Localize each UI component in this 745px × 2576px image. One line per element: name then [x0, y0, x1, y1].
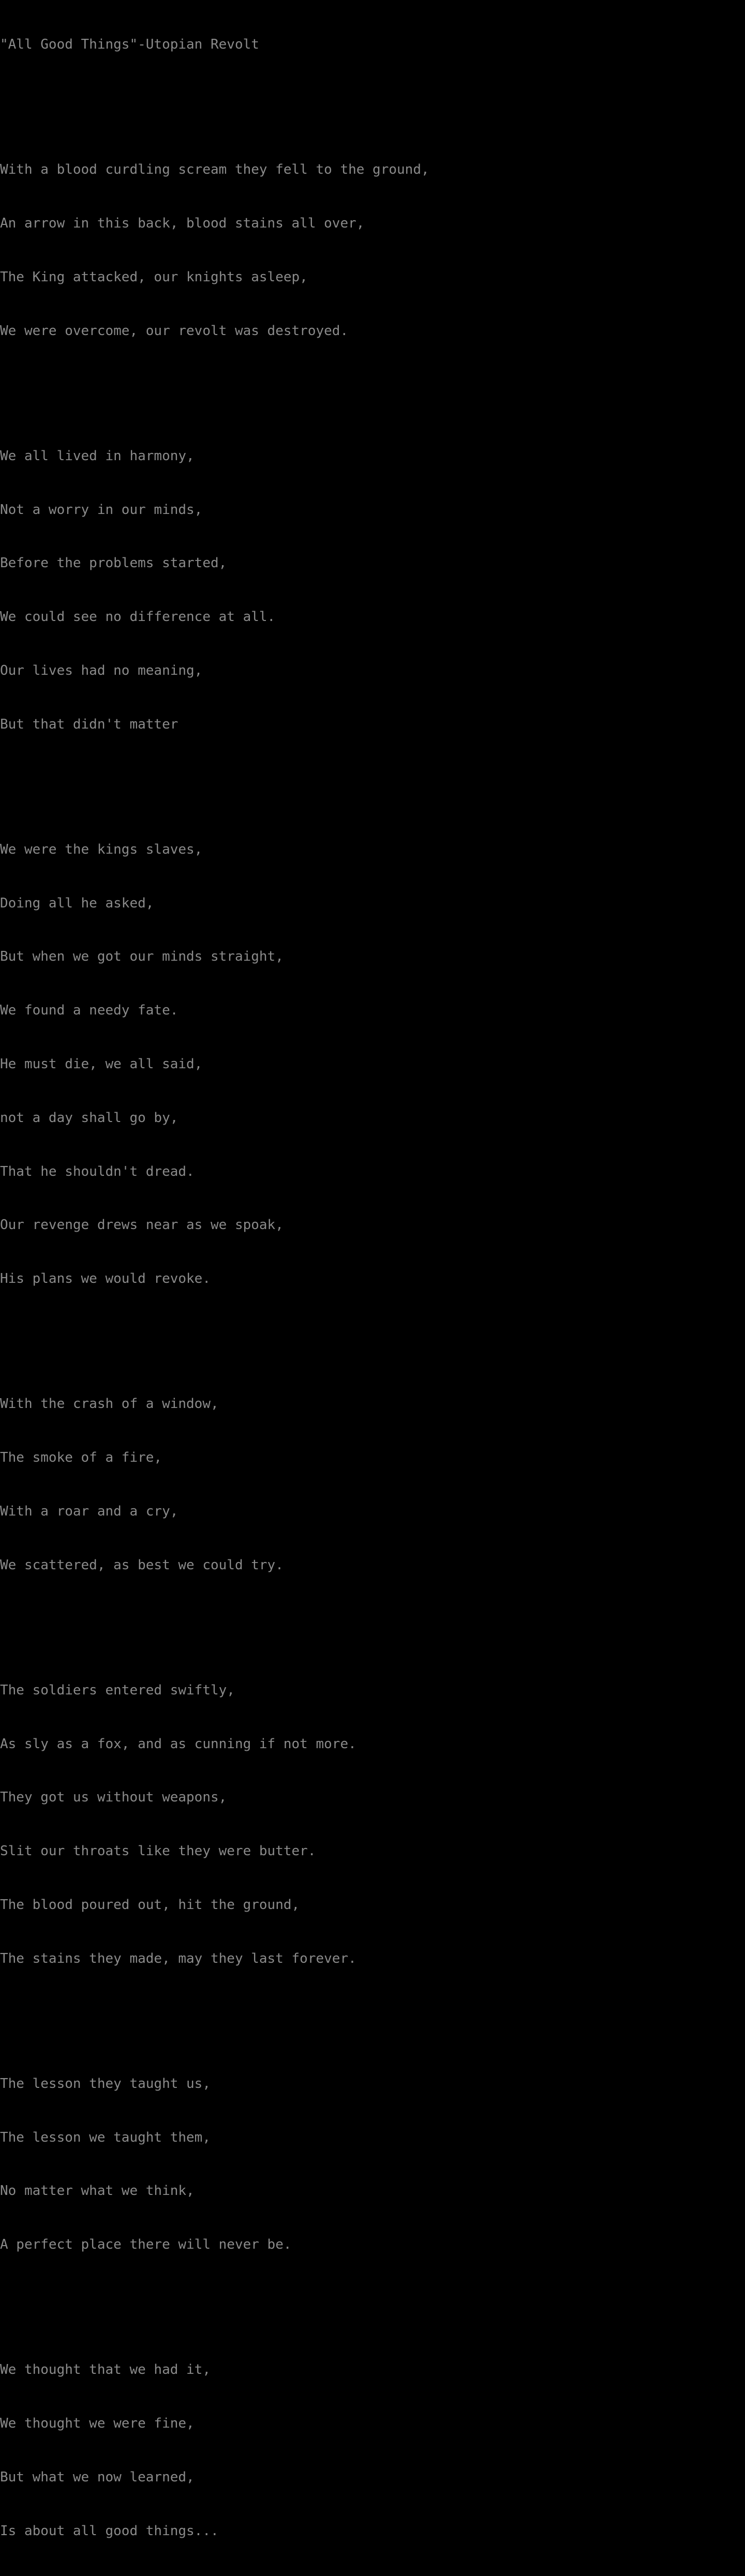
poem-line: An arrow in this back, blood stains all over,	[0, 216, 365, 232]
blank-line	[0, 89, 600, 108]
poem-line: No matter what we think,	[0, 2183, 195, 2199]
poem-line: But when we got our minds straight,	[0, 949, 284, 965]
poem-line: not a day shall go by,	[0, 1110, 178, 1126]
poem-line: Not a worry in our minds,	[0, 502, 203, 518]
poem-line: Our lives had no meaning,	[0, 662, 203, 678]
blank-line	[0, 1324, 600, 1342]
poem-line: We scattered, as best we could try.	[0, 1557, 284, 1573]
poem-line: The soldiers entered swiftly,	[0, 1682, 235, 1698]
poem-line: Doing all he asked,	[0, 895, 154, 911]
poem-line: Is about all good things...	[0, 2523, 219, 2539]
poem-line: The stains they made, may they last forever.	[0, 1950, 356, 1966]
poem-line: As sly as a fox, and as cunning if not more.	[0, 1736, 356, 1752]
poem-line: We all lived in harmony,	[0, 448, 195, 464]
poem-line: We thought we were fine,	[0, 2416, 195, 2432]
poem-line: He must die, we all said,	[0, 1056, 203, 1072]
poem-line: Our revenge drews near as we spoak,	[0, 1217, 284, 1233]
poem-line: That he shouldn't dread.	[0, 1163, 195, 1179]
poem-line: With a roar and a cry,	[0, 1503, 178, 1519]
blank-line	[0, 1610, 600, 1628]
poem-line: The King attacked, our knights asleep,	[0, 269, 308, 285]
poem-line: Slit our throats like they were butter.	[0, 1843, 316, 1859]
poem-line: The lesson they taught us,	[0, 2075, 211, 2092]
poem-line: A perfect place there will never be.	[0, 2237, 292, 2253]
poem-line: We could see no difference at all.	[0, 609, 276, 625]
poem-line: They got us without weapons,	[0, 1790, 227, 1806]
poem-line: We were the kings slaves,	[0, 841, 203, 857]
poem-line: With a blood curdling scream they fell to the ground,	[0, 162, 429, 178]
poem-line: We were overcome, our revolt was destroyed.	[0, 323, 349, 339]
poem-line: The lesson we taught them,	[0, 2129, 211, 2145]
blank-line	[0, 2004, 600, 2022]
poem-line: But that didn't matter	[0, 716, 178, 732]
poem-title: "All Good Things"-Utopian Revolt	[0, 37, 259, 53]
blank-line	[0, 2290, 600, 2308]
poem-line: With the crash of a window,	[0, 1396, 219, 1412]
blank-line	[0, 375, 600, 393]
poem-line: His plans we would revoke.	[0, 1271, 211, 1287]
poem-line: The blood poured out, hit the ground,	[0, 1897, 300, 1913]
poem-line: But what we now learned,	[0, 2469, 195, 2485]
poem-line: We found a needy fate.	[0, 1003, 178, 1019]
poem-line: We thought that we had it,	[0, 2362, 211, 2378]
blank-line	[0, 769, 600, 787]
poem-line: The smoke of a fire,	[0, 1450, 162, 1466]
poem-line: Before the problems started,	[0, 555, 227, 571]
